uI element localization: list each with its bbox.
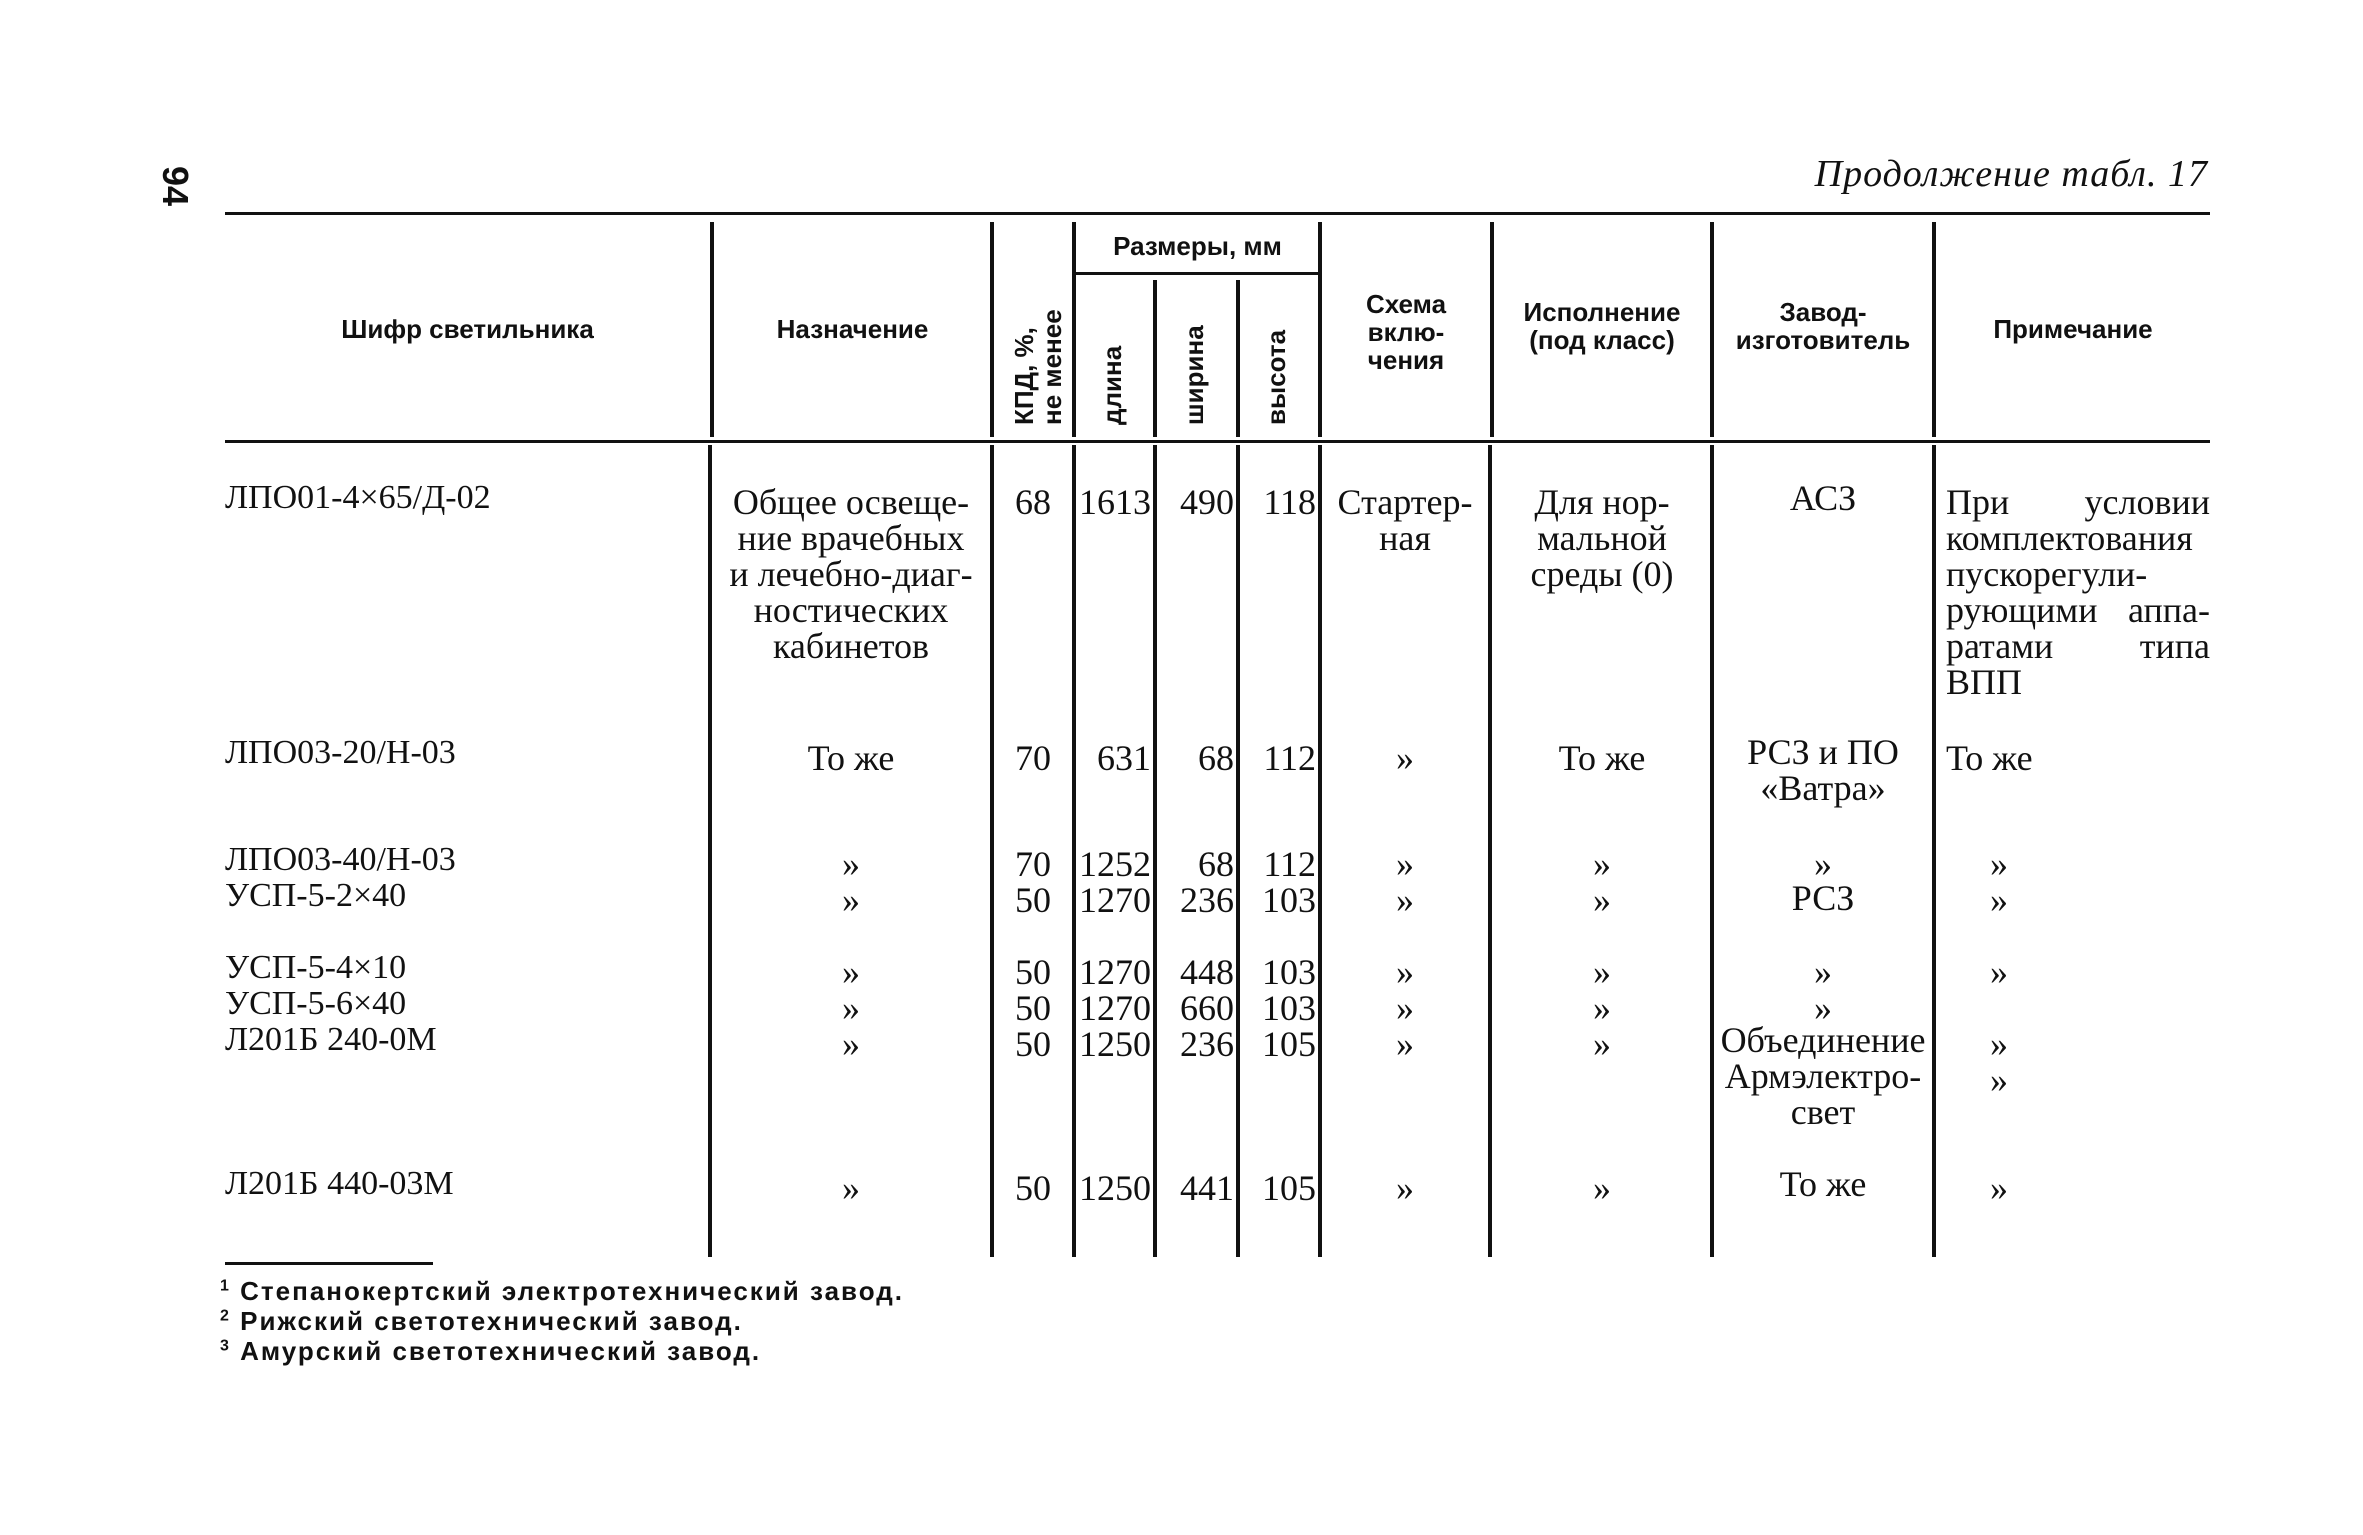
row-length: 1252 [1079,844,1151,884]
header-purpose: Назначение [776,314,929,344]
header-width: ширина [1179,325,1209,425]
row-width: 448 [1180,952,1234,992]
row-purpose: Общее освеще- ние врачебных и лечебно-диаг- ностических кабинетов [729,482,973,666]
table-caption: Продолжение табл. 17 [1814,153,2208,195]
row-purpose: » [842,988,860,1028]
row-height: 112 [1263,844,1316,884]
row-width: 660 [1180,988,1234,1028]
row-purpose: » [842,1168,860,1208]
row-code: Л201Б 240-0М [225,1021,437,1058]
header-length: длина [1097,345,1127,425]
row-manufacturer: РСЗ [1791,878,1855,918]
row-manufacturer: АСЗ [1789,478,1857,518]
row-scheme: » [1396,1168,1414,1208]
row-scheme: » [1396,844,1414,884]
row-note: » » [1990,1024,2008,1100]
row-manufacturer: » [1814,988,1832,1028]
footnote: $^1$ Степанокертский электротехнический завод. [220,1276,904,1306]
header-note: Примечание [1993,314,2153,344]
col-divider [990,222,994,437]
row-efficiency: 50 [1015,988,1051,1028]
row-scheme: » [1396,738,1414,778]
page-number: 94 [155,165,196,207]
row-height: 103 [1262,988,1316,1028]
row-width: 68 [1198,738,1234,778]
row-length: 1270 [1079,952,1151,992]
row-height: 112 [1263,738,1316,778]
row-efficiency: 50 [1015,952,1051,992]
row-note: При условии комплектования пускорегули- рующими аппа- ратами типа ВПП [1946,482,2210,702]
header-height: высота [1261,329,1291,425]
row-scheme: » [1396,952,1414,992]
row-manufacturer: Объединение Армэлектро- свет [1720,1020,1926,1132]
header-efficiency: КПД, %, не менее [1009,309,1067,425]
row-height: 118 [1263,482,1316,522]
row-note: » [1990,952,2008,992]
dimensions-rule [1075,272,1320,275]
row-purpose: » [842,880,860,920]
header-manufacturer: Завод- изготовитель [1735,297,1911,355]
header-execution: Исполнение (под класс) [1523,297,1681,355]
row-purpose: » [842,1024,860,1064]
row-scheme: » [1396,880,1414,920]
row-note: » [1990,1168,2008,1208]
row-width: 441 [1180,1168,1234,1208]
row-height: 103 [1262,880,1316,920]
row-height: 105 [1262,1024,1316,1064]
row-height: 105 [1262,1168,1316,1208]
col-divider [1932,445,1936,1257]
row-width: 490 [1180,482,1234,522]
row-efficiency: 50 [1015,880,1051,920]
footnote: $^2$ Рижский светотехнический завод. [220,1306,743,1336]
row-execution: » [1593,880,1611,920]
header-bottom-rule [225,440,2210,443]
row-scheme: » [1396,988,1414,1028]
row-note: То же [1946,738,2033,778]
col-divider [710,222,714,437]
row-note: » [1990,844,2008,884]
row-purpose: » [842,844,860,884]
row-code: Л201Б 440-03М [225,1165,454,1202]
row-width: 236 [1180,1024,1234,1064]
row-efficiency: 70 [1015,738,1051,778]
row-efficiency: 50 [1015,1024,1051,1064]
header-dimensions: Размеры, мм [1113,231,1282,261]
row-efficiency: 70 [1015,844,1051,884]
row-code: УСП-5-6×40 [225,985,407,1022]
row-execution: » [1593,952,1611,992]
row-manufacturer: РСЗ и ПО «Ватра» [1747,732,1899,808]
header-scheme: Схема вклю- чения [1365,289,1447,375]
row-execution: » [1593,1024,1611,1064]
row-length: 1613 [1079,482,1151,522]
row-length: 631 [1097,738,1151,778]
row-execution: » [1593,1168,1611,1208]
row-purpose: » [842,952,860,992]
row-manufacturer: » [1814,844,1832,884]
row-execution: » [1593,844,1611,884]
row-code: ЛПО03-20/Н-03 [225,734,456,771]
row-code: УСП-5-4×10 [225,949,407,986]
row-height: 103 [1262,952,1316,992]
footnote-rule [225,1262,433,1265]
footnote: $^3$ Амурский светотехнический завод. [220,1336,762,1366]
row-length: 1250 [1079,1168,1151,1208]
row-code: ЛПО03-40/Н-03 [225,841,456,878]
row-manufacturer: » [1814,952,1832,992]
row-efficiency: 50 [1015,1168,1051,1208]
row-purpose: То же [807,738,895,778]
row-scheme: » [1396,1024,1414,1064]
header-code: Шифр светильника [341,314,594,344]
row-scheme: Стартер- ная [1337,482,1473,558]
row-code: УСП-5-2×40 [225,877,407,914]
col-divider [1488,445,1492,1257]
row-manufacturer: То же [1779,1164,1867,1204]
col-divider [1236,280,1240,437]
row-length: 1270 [1079,988,1151,1028]
row-execution: То же [1558,738,1646,778]
row-note: » [1990,880,2008,920]
row-width: 236 [1180,880,1234,920]
row-code: ЛПО01-4×65/Д-02 [225,479,491,516]
row-execution: Для нор- мальной среды (0) [1530,482,1674,594]
row-width: 68 [1198,844,1234,884]
top-rule [225,212,2210,215]
row-efficiency: 68 [1015,482,1051,522]
col-divider [1153,280,1157,437]
row-length: 1250 [1079,1024,1151,1064]
row-execution: » [1593,988,1611,1028]
row-length: 1270 [1079,880,1151,920]
